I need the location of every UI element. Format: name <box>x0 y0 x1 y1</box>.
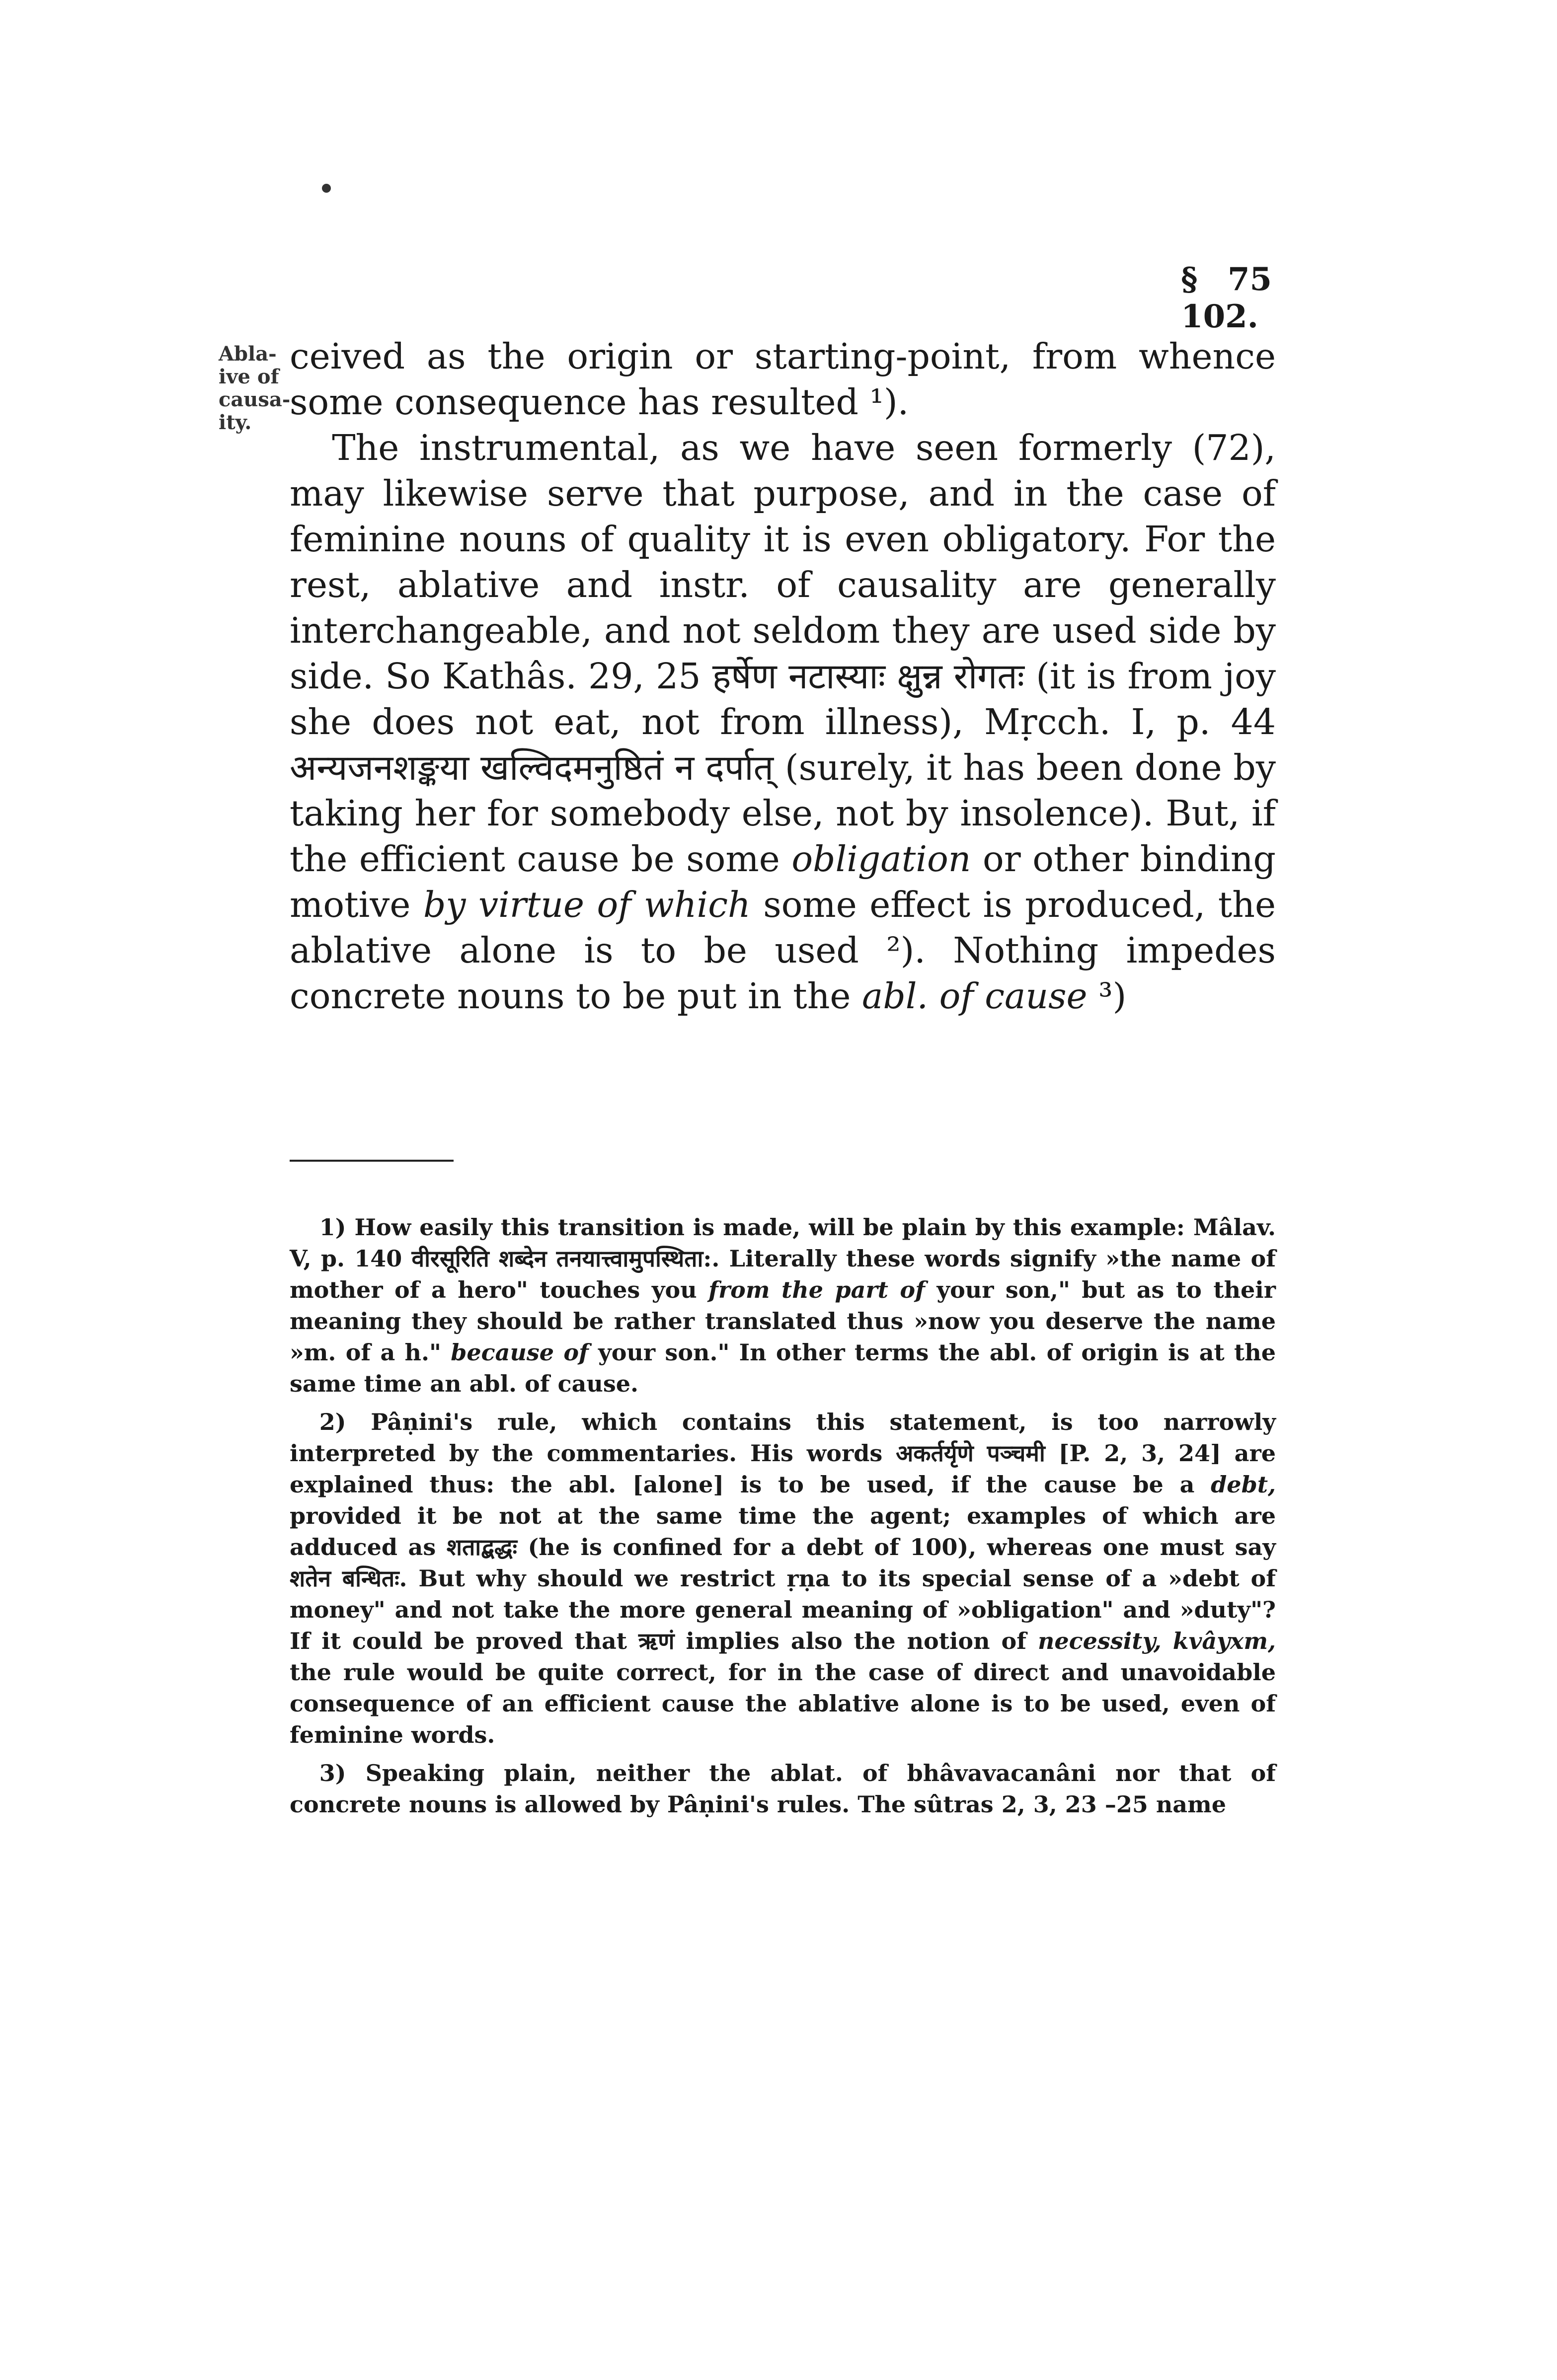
emphasis-obligation: obligation <box>791 838 971 880</box>
scan-dot <box>322 184 331 193</box>
footnote-2 <box>290 1407 1276 1751</box>
footnote-1 <box>290 1212 1276 1400</box>
main-text <box>290 334 1276 1019</box>
margin-note-line: Abla- <box>219 342 277 366</box>
footnote-1-emphasis-b: because of <box>451 1339 589 1366</box>
margin-note <box>219 342 291 434</box>
footnote-2-emphasis-a: debt, <box>1211 1471 1276 1498</box>
paragraph-2 <box>290 425 1276 1019</box>
margin-note-line: ity. <box>219 411 252 434</box>
footnote-2-text-a: 2) Pâṇini's rule, which contains this statement, is too narrowly interpreted by the commentaries. His words अकर्तर्यृणे पञ्चमी [P. 2, 3, 24] are explained thus: the abl. [alone] is to be used, if the cause be a <box>290 1409 1276 1498</box>
footnote-rule <box>290 1160 454 1162</box>
running-header <box>288 261 1272 335</box>
footnote-2-text-b: provided it be not at the same time the agent; examples of which are adduced as शताद्बद्धः (he is confined for a debt of 100), whereas one must say शतेन बन्धितः. But why should we restrict ṛṇa to its special sense of a »debt of money" and not take the more general meaning of »obligation" and »duty"? If it could be proved that ऋणं implies also the notion of <box>290 1502 1276 1654</box>
footnote-1-text-a: 1) How easily this transition is made, will be plain by this example: Mâlav. V, p. 140 वीरसूरिति शब्देन तनयात्त्वामुपस्थिता:. Literally these words signify »the name of mother of a hero" touches you <box>290 1214 1276 1303</box>
paragraph-2-text-a: The instrumental, as we have seen formerly (72), may likewise serve that purpose, and in the case of feminine nouns of quality it is even obligatory. For the rest, ablative and instr. of causality are generally interchangeable, and not seldom they are used side by side. So Kathâs. 29, 25 हर्षेण नटास्याः क्षुन्न रोगतः (it is from joy she does not eat, not from illness), Mṛcch. I, p. 44 अन्यजनशङ्कया खल्विदमनुष्ठितं न दर्पात् (surely, it has been done by taking her for somebody else, not by insolence). But, if the efficient cause be some <box>290 427 1276 880</box>
margin-note-line: causa- <box>219 388 291 411</box>
footnote-3: 3) Speaking plain, neither the ablat. of bhâvavacanâni nor that of concrete nouns is allowed by Pâṇini's rules. The sûtras 2, 3, 23 –25 name <box>290 1760 1276 1818</box>
paragraph-2-text-d: ³) <box>1087 975 1127 1017</box>
paragraph-2-text-b: or other binding motive <box>290 838 1276 925</box>
footnote-1-text-b: your son," but as to their meaning they should be rather translated thus »now you deserve the name »m. of a h." <box>290 1276 1276 1366</box>
emphasis-by-virtue: by virtue of which <box>423 884 751 925</box>
footnote-1-text-c: your son." In other terms the abl. of origin is at the same time an abl. of cause. <box>290 1339 1276 1397</box>
footnote-1-emphasis-a: from the part of <box>708 1276 925 1303</box>
footnote-2-emphasis-b: necessity, kvâyxm, <box>1037 1628 1276 1654</box>
paragraph-2-text-c: some effect is produced, the ablative alone is to be used ²). Nothing impedes concrete nouns to be put in the <box>290 884 1276 1017</box>
paragraph-1: ceived as the origin or starting-point, from whence some consequence has resulted ¹). <box>290 336 1276 423</box>
margin-note-line: ive of <box>219 365 279 388</box>
footnotes <box>290 1212 1276 1827</box>
page-number: 75 <box>1227 261 1272 298</box>
section-number: § 102. <box>1181 261 1258 335</box>
emphasis-abl-cause: abl. of cause <box>862 975 1088 1017</box>
footnote-2-text-c: the rule would be quite correct, for in the case of direct and unavoidable consequence of an efficient cause the ablative alone is to be used, even of feminine words. <box>290 1659 1276 1748</box>
